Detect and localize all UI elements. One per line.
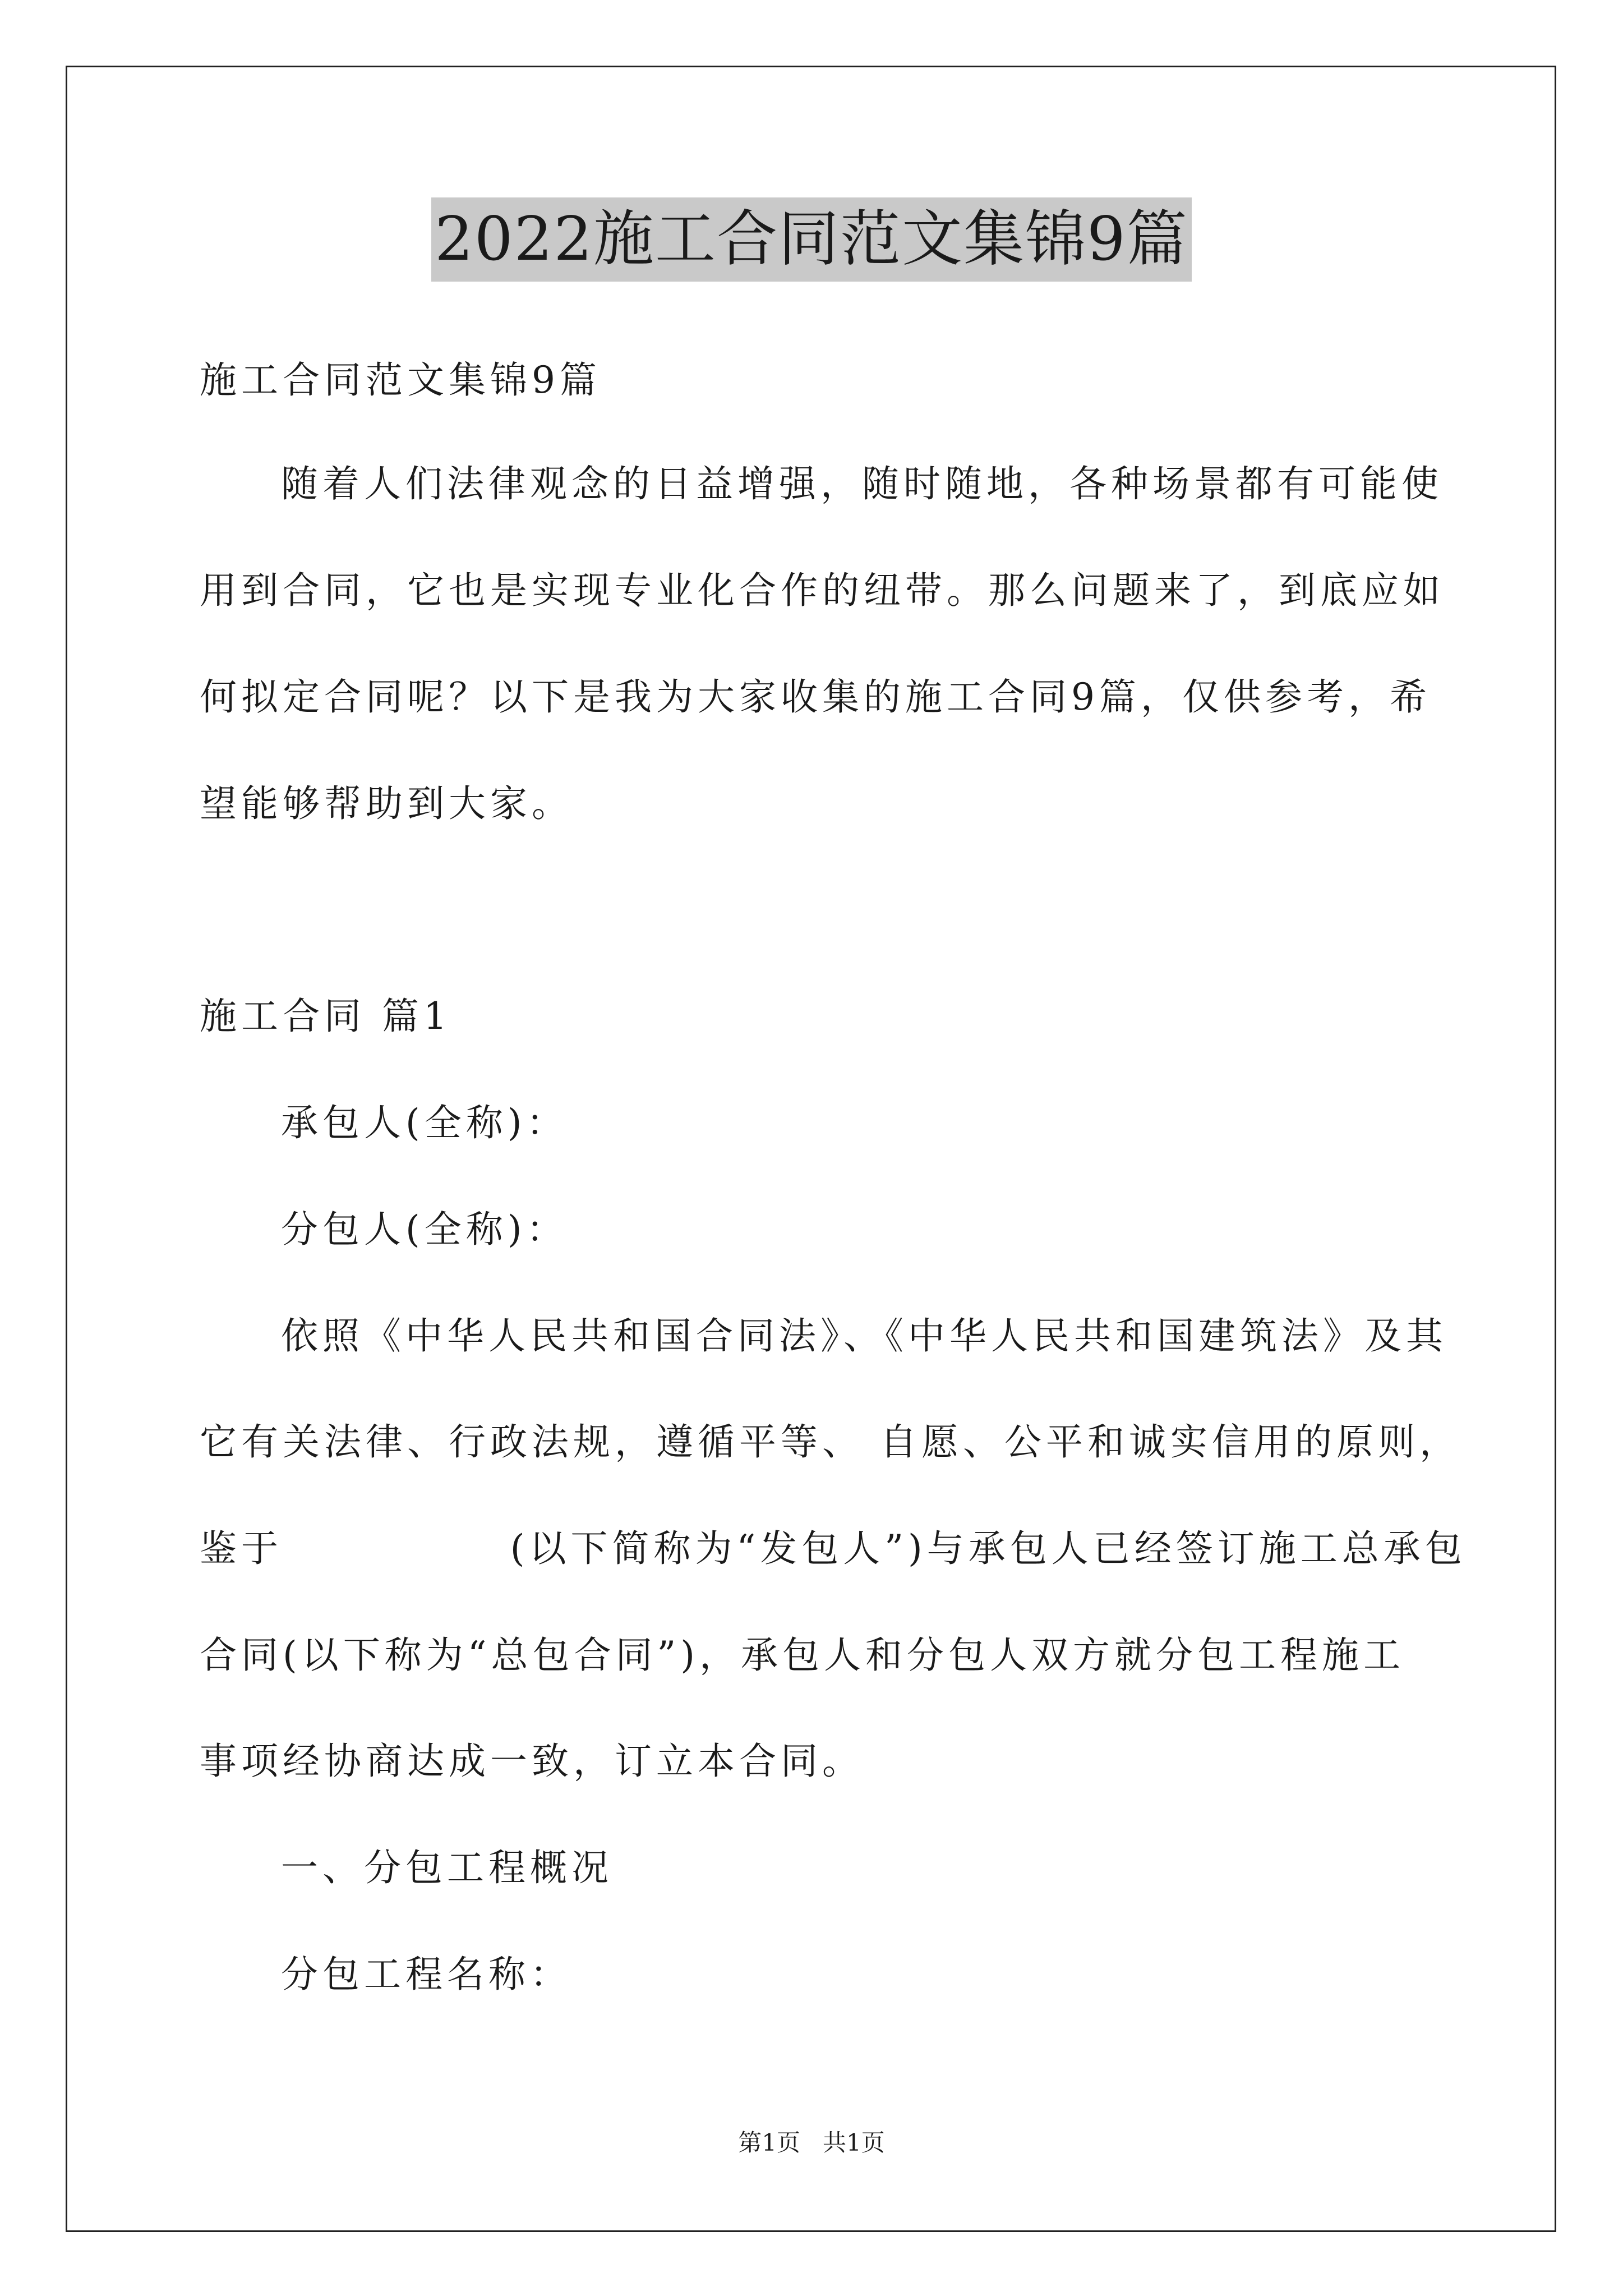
body-line: 事项经协商达成一致，订立本合同。 <box>200 1740 864 1783</box>
body-line: 分包人(全称)： <box>281 1208 568 1251</box>
body-line: 承包人(全称)： <box>281 1101 568 1144</box>
body-line: 它有关法律、行政法规，遵循平等、 自愿、公平和诚实信用的原则， <box>200 1420 1461 1464</box>
body-line: 合同(以下称为“总包合同”)，承包人和分包人双方就分包工程施工 <box>200 1634 1405 1677</box>
body-line: 鉴于 (以下简称为“发包人”)与承包人已经签订施工总承包 <box>200 1527 1467 1570</box>
body-line: 何拟定合同呢？以下是我为大家收集的施工合同9篇，仅供参考，希 <box>200 675 1431 719</box>
body-line: 望能够帮助到大家。 <box>200 782 573 825</box>
body-line: 随着人们法律观念的日益增强，随时随地，各种场景都有可能使 <box>281 462 1443 505</box>
subtitle-line: 施工合同范文集锦9篇 <box>200 358 601 402</box>
section-heading: 施工合同 篇1 <box>200 995 451 1038</box>
page-footer: 第1页 共1页 <box>738 2129 885 2156</box>
title-container <box>0 197 1623 282</box>
document-title: 2022施工合同范文集锦9篇 <box>431 197 1192 282</box>
body-line: 用到合同，它也是实现专业化合作的纽带。那么问题来了，到底应如 <box>200 569 1445 612</box>
body-line: 分包工程名称： <box>281 1953 571 1996</box>
section-heading: 一、分包工程概况 <box>281 1846 613 1889</box>
body-line: 依照《中华人民共和国合同法》、《中华人民共和国建筑法》及其 <box>281 1314 1447 1358</box>
